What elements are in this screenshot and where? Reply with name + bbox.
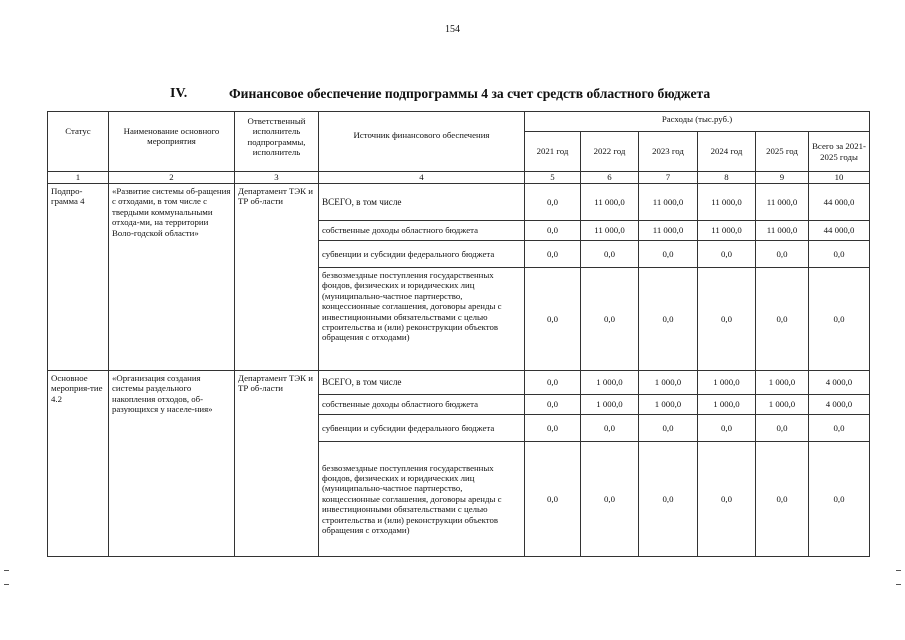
header-total: Всего за 2021-2025 годы (809, 132, 870, 172)
scan-mark (896, 570, 901, 571)
row-source: субвенции и субсидии федерального бюджета (319, 241, 525, 268)
cell-value: 11 000,0 (639, 221, 698, 241)
header-source: Источник финансового обеспечения (319, 112, 525, 172)
column-number: 3 (235, 172, 319, 184)
cell-value: 1 000,0 (756, 371, 809, 395)
cell-value: 1 000,0 (639, 395, 698, 415)
cell-value: 4 000,0 (809, 395, 870, 415)
row-source: ВСЕГО, в том числе (319, 371, 525, 395)
cell-value: 44 000,0 (809, 221, 870, 241)
column-number: 9 (756, 172, 809, 184)
cell-value: 0,0 (809, 241, 870, 268)
column-number: 1 (48, 172, 109, 184)
scan-mark (896, 584, 901, 585)
row-status: Подпро-грамма 4 (48, 184, 109, 371)
cell-value: 0,0 (525, 395, 581, 415)
section-number: IV. (170, 86, 188, 101)
table-row (48, 184, 870, 221)
cell-value: 1 000,0 (581, 371, 639, 395)
cell-value: 0,0 (525, 184, 581, 221)
column-number: 4 (319, 172, 525, 184)
page-number: 154 (445, 24, 460, 35)
row-status: Основное мероприя-тие 4.2 (48, 371, 109, 557)
scan-mark (4, 584, 9, 585)
cell-value: 0,0 (581, 268, 639, 371)
cell-value: 0,0 (698, 415, 756, 442)
cell-value: 0,0 (756, 442, 809, 557)
cell-value: 0,0 (525, 415, 581, 442)
column-number: 5 (525, 172, 581, 184)
column-number: 8 (698, 172, 756, 184)
header-year: 2021 год (525, 132, 581, 172)
cell-value: 0,0 (581, 241, 639, 268)
financing-table (47, 111, 870, 557)
cell-value: 0,0 (756, 268, 809, 371)
header-executor: Ответственный исполнитель подпрограммы, исполнитель (235, 112, 319, 172)
cell-value: 0,0 (809, 442, 870, 557)
cell-value: 11 000,0 (639, 184, 698, 221)
cell-value: 0,0 (639, 442, 698, 557)
header-status: Статус (48, 112, 109, 172)
header-year: 2024 год (698, 132, 756, 172)
cell-value: 1 000,0 (581, 395, 639, 415)
cell-value: 0,0 (809, 268, 870, 371)
cell-value: 0,0 (639, 268, 698, 371)
scan-mark (4, 570, 9, 571)
cell-value: 0,0 (698, 241, 756, 268)
cell-value: 0,0 (756, 241, 809, 268)
row-executor: Департамент ТЭК и ТР об-ласти (235, 184, 319, 371)
cell-value: 0,0 (639, 415, 698, 442)
cell-value: 1 000,0 (698, 371, 756, 395)
row-activity-name: «Организация создания системы раздельного накопления отходов, об-разующихся у населе-ния» (109, 371, 235, 557)
cell-value: 44 000,0 (809, 184, 870, 221)
cell-value: 11 000,0 (698, 221, 756, 241)
cell-value: 1 000,0 (639, 371, 698, 395)
section-title: Финансовое обеспечение подпрограммы 4 за счет средств областного бюджета (229, 86, 711, 101)
cell-value: 0,0 (756, 415, 809, 442)
table-row (48, 371, 870, 395)
cell-value: 0,0 (639, 241, 698, 268)
cell-value: 0,0 (525, 371, 581, 395)
cell-value: 0,0 (581, 415, 639, 442)
row-source: собственные доходы областного бюджета (319, 395, 525, 415)
cell-value: 0,0 (698, 268, 756, 371)
column-number: 2 (109, 172, 235, 184)
column-number: 10 (809, 172, 870, 184)
cell-value: 11 000,0 (581, 221, 639, 241)
cell-value: 0,0 (698, 442, 756, 557)
row-executor: Департамент ТЭК и ТР об-ласти (235, 371, 319, 557)
cell-value: 0,0 (525, 241, 581, 268)
cell-value: 1 000,0 (756, 395, 809, 415)
cell-value: 0,0 (525, 442, 581, 557)
cell-value: 4 000,0 (809, 371, 870, 395)
header-expenses: Расходы (тыс.руб.) (525, 112, 870, 132)
column-number: 6 (581, 172, 639, 184)
row-source: собственные доходы областного бюджета (319, 221, 525, 241)
cell-value: 1 000,0 (698, 395, 756, 415)
cell-value: 11 000,0 (756, 184, 809, 221)
header-year: 2023 год (639, 132, 698, 172)
cell-value: 0,0 (581, 442, 639, 557)
header-name: Наименование основного мероприятия (109, 112, 235, 172)
column-numbers-row (48, 172, 870, 184)
header-year: 2022 год (581, 132, 639, 172)
row-activity-name: «Развитие системы об-ращения с отходами, в том числе с твердыми коммунальными отхода-ми, на территории Воло-годской области» (109, 184, 235, 371)
header-year: 2025 год (756, 132, 809, 172)
cell-value: 11 000,0 (698, 184, 756, 221)
row-source: безвозмездные поступления государственных фондов, физических и юридических лиц (муниципально-частное партнерство, концессионные соглашения, договоры аренды с инвестиционными обязательствами с целью строительства и (или) реконструкции объектов обращения с отходами) (319, 268, 525, 371)
cell-value: 0,0 (525, 268, 581, 371)
row-source: безвозмездные поступления государственных фондов, физических и юридических лиц (муниципально-частное партнерство, концессионные соглашения, договоры аренды с инвестиционными обязательствами с целью строительства и (или) реконструкции объектов обращения с отходами) (319, 442, 525, 557)
row-source: ВСЕГО, в том числе (319, 184, 525, 221)
cell-value: 11 000,0 (581, 184, 639, 221)
cell-value: 0,0 (525, 221, 581, 241)
column-number: 7 (639, 172, 698, 184)
cell-value: 11 000,0 (756, 221, 809, 241)
row-source: субвенции и субсидии федерального бюджета (319, 415, 525, 442)
cell-value: 0,0 (809, 415, 870, 442)
